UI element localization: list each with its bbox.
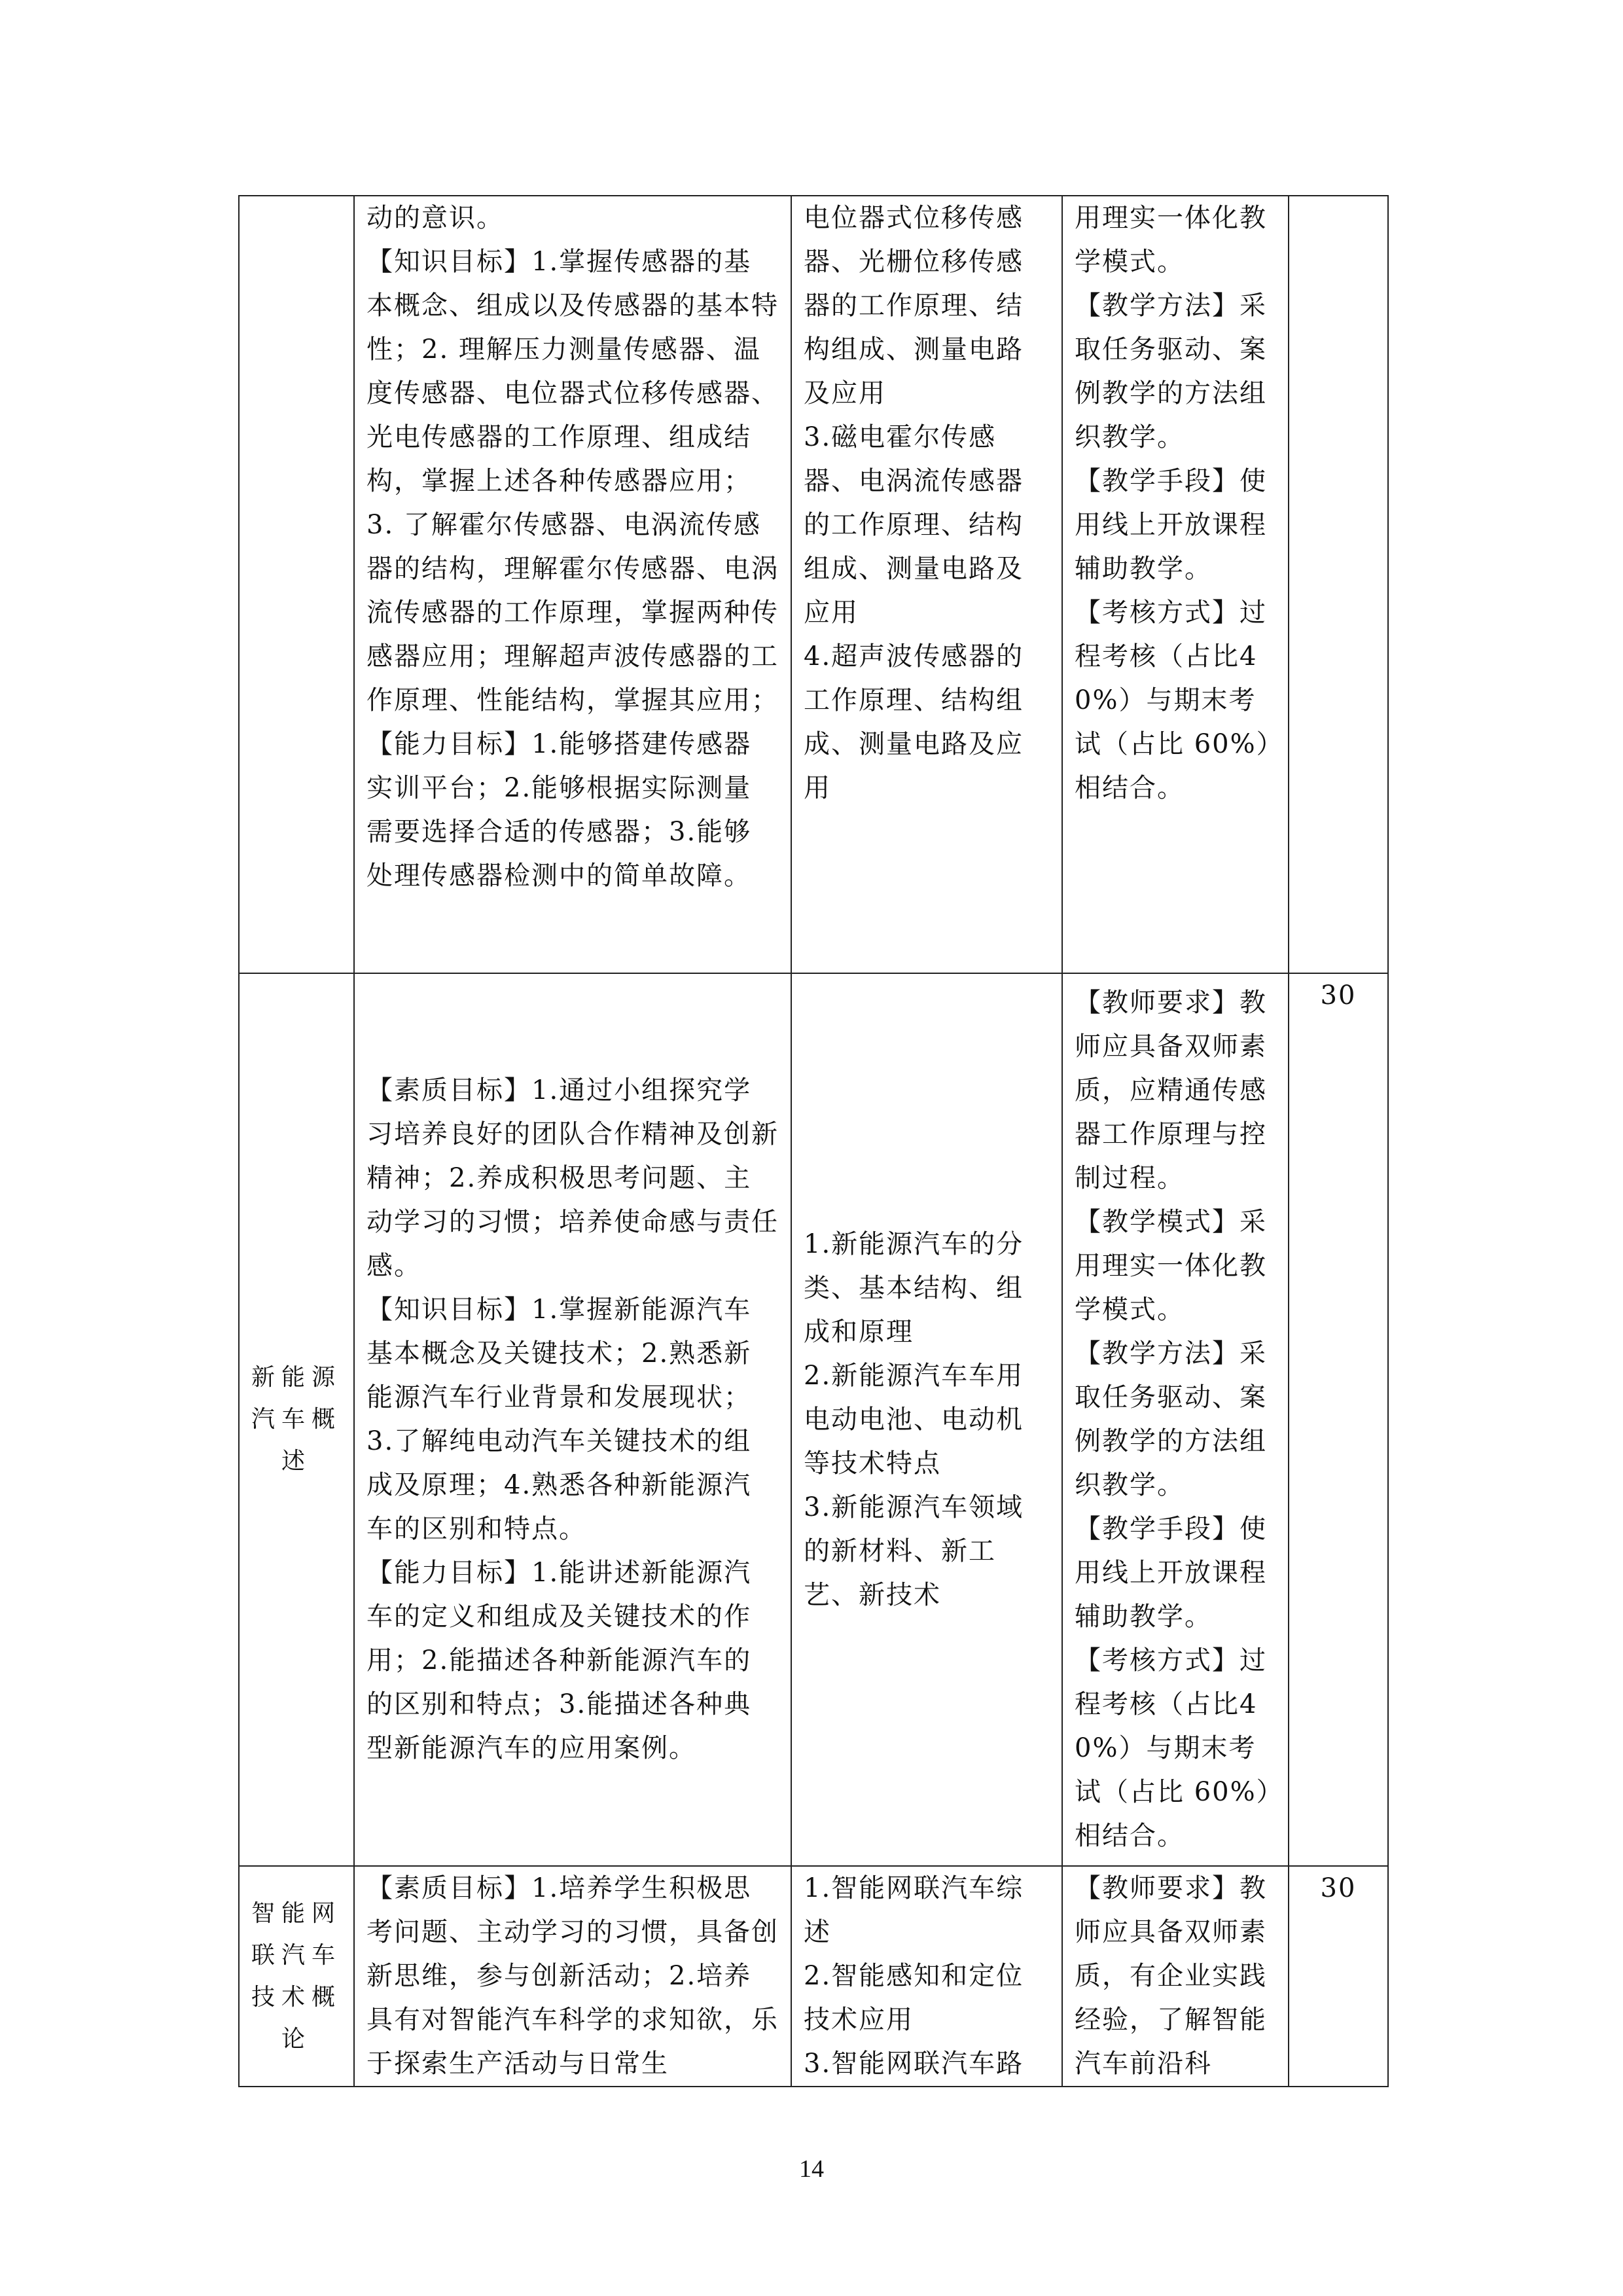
content-cell: 1.智能网联汽车综述 2.智能感知和定位技术应用 3.智能网联汽车路: [791, 1866, 1062, 2087]
curriculum-table: [238, 195, 1389, 2087]
objectives-cell: 动的意识。 【知识目标】1.掌握传感器的基本概念、组成以及传感器的基本特性；2. 理解压力测量传感器、温度传感器、电位器式位移传感器、光电传感器的工作原理、组成结构，掌握上述各种传感器应用；3. 了解霍尔传感器、电涡流传感器的结构，理解霍尔传感器、电涡流传感器的工作原理，掌握两种传感器应用；理解超声波传感器的工作原理、性能结构，掌握其应用； 【能力目标】1.能够搭建传感器实训平台；2.能够根据实际测量需要选择合适的传感器；3.能够处理传感器检测中的简单故障。: [354, 196, 791, 973]
objectives-cell: 【素质目标】1.培养学生积极思考问题、主动学习的习惯，具备创新思维，参与创新活动；2.培养具有对智能汽车科学的求知欲，乐于探索生产活动与日常生: [354, 1866, 791, 2087]
requirements-cell: 【教师要求】教师应具备双师素质，应精通传感器工作原理与控制过程。 【教学模式】采用理实一体化教学模式。 【教学方法】采取任务驱动、案例教学的方法组织教学。 【教学手段】使用线上开放课程辅助教学。 【考核方式】过程考核（占比40%）与期末考试（占比 60%）相结合。: [1062, 973, 1289, 1866]
hours-cell: 30: [1289, 1866, 1388, 2087]
table-row: [239, 196, 1388, 973]
table-row: [239, 1866, 1388, 2087]
requirements-cell: 用理实一体化教学模式。 【教学方法】采取任务驱动、案例教学的方法组织教学。 【教学手段】使用线上开放课程辅助教学。 【考核方式】过程考核（占比40%）与期末考试（占比 60%）相结合。: [1062, 196, 1289, 973]
content-cell: 1.新能源汽车的分类、基本结构、组成和原理 2.新能源汽车车用电动电池、电动机等技术特点 3.新能源汽车领域的新材料、新工艺、新技术: [791, 973, 1062, 1866]
table-row: [239, 973, 1388, 1866]
course-name-cell: 新能源汽车概述: [239, 973, 354, 1866]
page-number: 14: [799, 2155, 824, 2183]
course-name-cell: 智能网联汽车技术概论: [239, 1866, 354, 2087]
hours-cell: [1289, 196, 1388, 973]
content-cell: 电位器式位移传感器、光栅位移传感器的工作原理、结构组成、测量电路及应用 3.磁电霍尔传感器、电涡流传感器的工作原理、结构组成、测量电路及应用 4.超声波传感器的工作原理、结构组成、测量电路及应用: [791, 196, 1062, 973]
objectives-cell: 【素质目标】1.通过小组探究学习培养良好的团队合作精神及创新精神；2.养成积极思考问题、主动学习的习惯；培养使命感与责任感。 【知识目标】1.掌握新能源汽车基本概念及关键技术；2.熟悉新能源汽车行业背景和发展现状；3.了解纯电动汽车关键技术的组成及原理；4.熟悉各种新能源汽车的区别和特点。 【能力目标】1.能讲述新能源汽车的定义和组成及关键技术的作用；2.能描述各种新能源汽车的的区别和特点；3.能描述各种典型新能源汽车的应用案例。: [354, 973, 791, 1866]
requirements-cell: 【教师要求】教师应具备双师素质，有企业实践经验，了解智能汽车前沿科: [1062, 1866, 1289, 2087]
course-name-cell: [239, 196, 354, 973]
hours-cell: 30: [1289, 973, 1388, 1866]
